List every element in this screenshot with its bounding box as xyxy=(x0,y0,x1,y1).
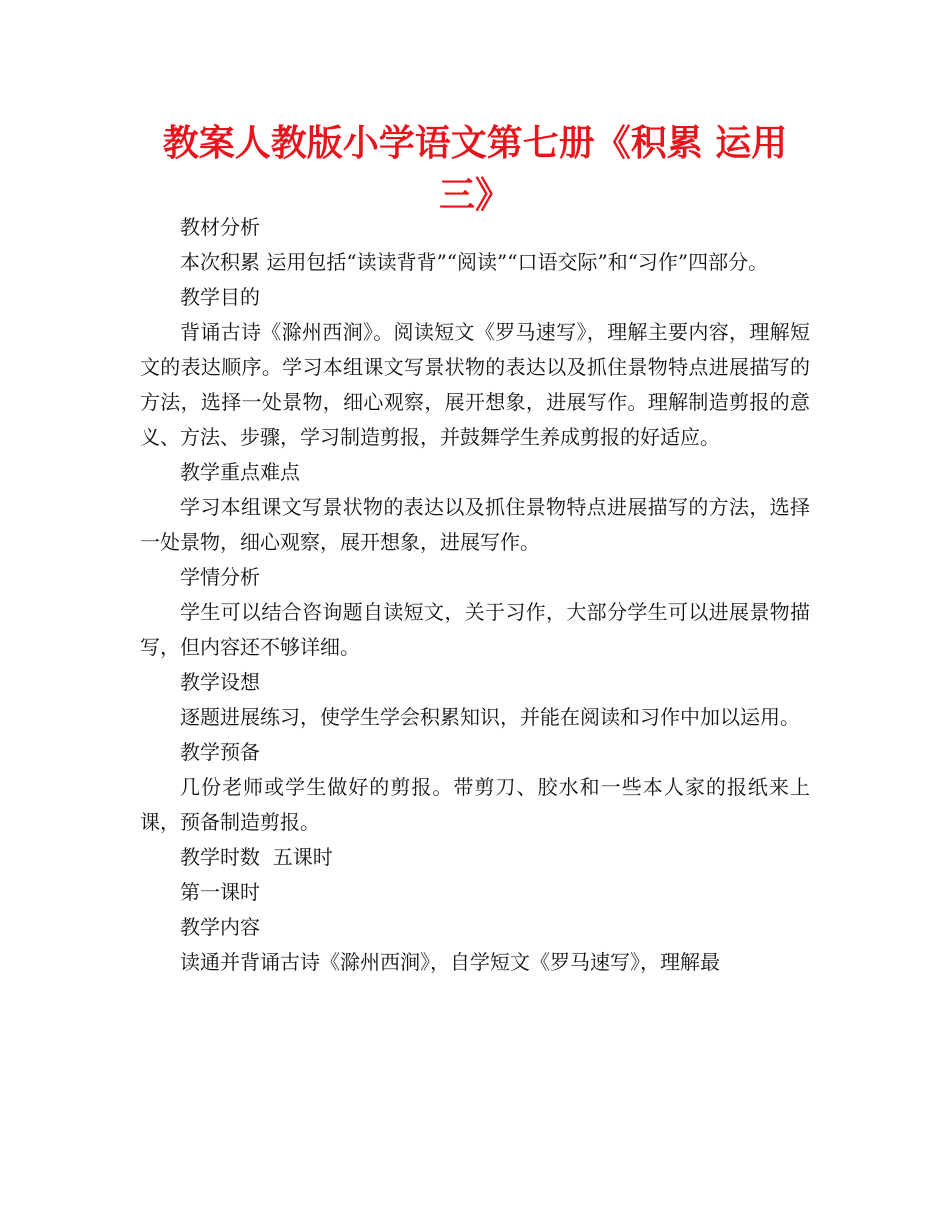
heading-teaching-material-analysis: 教材分析 xyxy=(180,215,260,239)
heading-student-analysis: 学情分析 xyxy=(180,565,260,589)
document-body xyxy=(140,210,810,980)
paragraph: 几份老师或学生做好的剪报。带剪刀、胶水和一些本人家的报纸来上课，预备制造剪报。 xyxy=(140,775,810,834)
document-title: 教案人教版小学语文第七册《积累 运用三》 xyxy=(162,123,788,216)
heading-teaching-plan: 教学设想 xyxy=(180,670,260,694)
paragraph: 背诵古诗《滁州西涧》。阅读短文《罗马速写》，理解主要内容，理解短文的表达顺序。学习本组课文写景状物的表达以及抓住景物特点进展描写的方法，选择一处景物，细心观察，展开想象，进展写作。理解制造剪报的意义、方法、步骤，学习制造剪报，并鼓舞学生养成剪报的好适应。 xyxy=(140,320,810,449)
heading-key-points: 教学重点难点 xyxy=(180,460,300,484)
heading-teaching-objectives: 教学目的 xyxy=(180,285,260,309)
heading-lesson-content: 教学内容 xyxy=(180,915,260,939)
heading-class-hours: 教学时数 五课时 xyxy=(180,845,333,869)
paragraph: 学习本组课文写景状物的表达以及抓住景物特点进展描写的方法，选择一处景物，细心观察，展开想象，进展写作。 xyxy=(140,495,810,554)
paragraph: 读通并背诵古诗《滁州西涧》，自学短文《罗马速写》，理解最 xyxy=(180,950,720,974)
heading-first-lesson: 第一课时 xyxy=(180,880,260,904)
paragraph: 学生可以结合咨询题自读短文，关于习作，大部分学生可以进展景物描写，但内容还不够详细。 xyxy=(140,600,810,659)
paragraph: 本次积累 运用包括“读读背背”“阅读”“口语交际”和“习作”四部分。 xyxy=(180,250,769,274)
heading-preparation: 教学预备 xyxy=(180,740,260,764)
paragraph: 逐题进展练习，使学生学会积累知识，并能在阅读和习作中加以运用。 xyxy=(180,705,800,729)
